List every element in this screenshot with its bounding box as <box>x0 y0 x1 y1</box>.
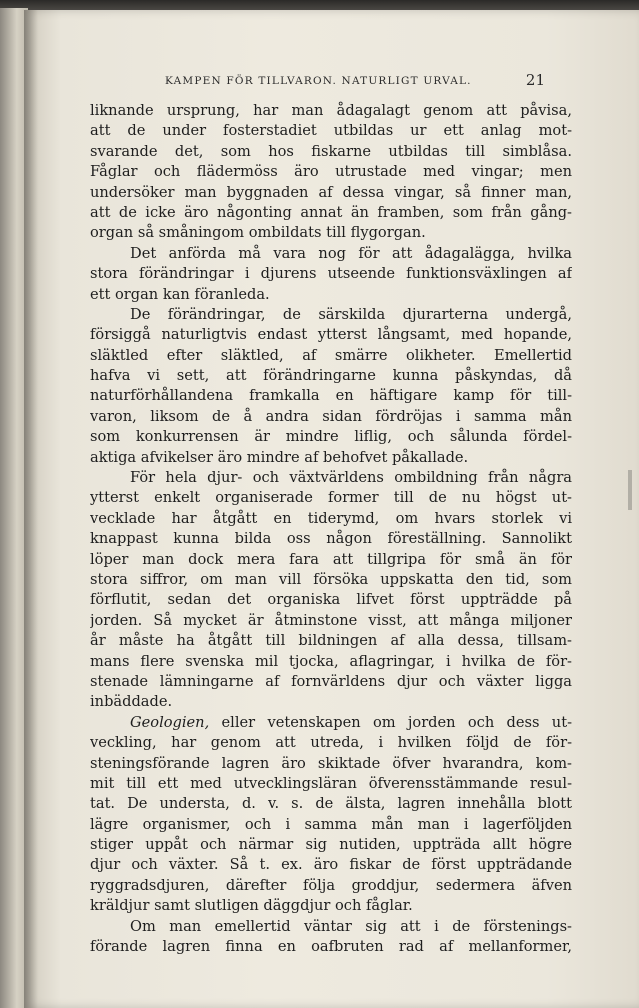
text-line: hafva vi sett, att förändringarne kunna påskyndas, då <box>90 367 572 385</box>
text-line: förflutit, sedan det organiska lifvet först uppträdde på <box>90 591 572 609</box>
text-line: naturförhållandena framkalla en häftigare kamp för till- <box>90 387 572 405</box>
text-line: ett organ kan föranleda. <box>90 285 270 303</box>
text-line: vecklade har åtgått en tiderymd, om hvars storlek vi <box>90 509 572 527</box>
body-text <box>90 101 572 957</box>
text-line: släktled efter släktled, af smärre olikheter. Emellertid <box>90 346 572 364</box>
text-line: försiggå naturligtvis endast ytterst långsamt, med hopande, <box>90 326 572 344</box>
text-line: undersöker man byggnaden af dessa vingar, så finner man, <box>90 183 572 201</box>
text-line-rest: eller vetenskapen om jorden och dess ut- <box>221 713 572 731</box>
emphasis-geologien: Geologien, <box>130 713 210 731</box>
text-line: knappast kunna bilda oss någon föreställning. Sannolikt <box>90 530 572 548</box>
text-line: att de icke äro någonting annat än framben, som från gång- <box>90 203 572 221</box>
text-line: att de under fosterstadiet utbildas ur ett anlag mot- <box>90 122 572 140</box>
text-line: mans flere svenska mil tjocka, aflagringar, i hvilka de för- <box>90 652 572 670</box>
text-line: lägre organismer, och i samma mån man i lagerföljden <box>90 815 572 833</box>
text-line: stora siffror, om man vill försöka uppskatta den tid, som <box>90 570 572 588</box>
text-line: svarande det, som hos fiskarne utbildas till simblåsa. <box>90 142 572 160</box>
text-line-geologien <box>90 713 572 733</box>
text-line: varon, liksom de å andra sidan fördröjas i samma mån <box>90 407 572 425</box>
text-line: tat. De understa, d. v. s. de älsta, lagren innehålla blott <box>90 795 572 813</box>
text-line: inbäddade. <box>90 693 173 711</box>
text-line: Fåglar och flädermöss äro utrustade med vingar; men <box>90 163 572 181</box>
text-line: veckling, har genom att utreda, i hvilken följd de för- <box>90 734 572 752</box>
text-line: steningsförande lagren äro skiktade öfver hvarandra, kom- <box>90 754 572 772</box>
text-line: förande lagren finna en oafbruten rad af mellanformer, <box>90 938 572 956</box>
text-line: som konkurrensen är mindre liflig, och sålunda fördel- <box>90 428 572 446</box>
text-line: organ så småningom ombildats till flygorgan. <box>90 224 426 242</box>
text-line: djur och växter. Så t. ex. äro fiskar de först uppträdande <box>90 856 572 874</box>
text-line: stenade lämningarne af fornvärldens djur och växter ligga <box>90 672 572 690</box>
text-line: stora förändringar i djurens utseende funktionsväxlingen af <box>90 265 572 283</box>
text-line: mit till ett med utvecklingsläran öfverensstämmande resul- <box>90 774 572 792</box>
text-line: De förändringar, de särskilda djurarterna undergå, <box>130 305 572 323</box>
text-line: Det anförda må vara nog för att ådagalägga, hvilka <box>130 244 572 262</box>
text-line: ytterst enkelt organiserade former till de nu högst ut- <box>90 489 572 507</box>
text-line: år måste ha åtgått till bildningen af alla dessa, tillsam- <box>90 632 572 650</box>
text-line: liknande ursprung, har man ådagalagt genom att påvisa, <box>90 102 572 119</box>
page-number: 21 <box>525 71 545 89</box>
page-header <box>165 73 545 91</box>
page-mark <box>628 470 632 510</box>
text-line: jorden. Så mycket är åtminstone visst, att många miljoner <box>90 611 572 629</box>
text-line: ryggradsdjuren, därefter följa groddjur, sedermera äfven <box>90 876 572 894</box>
book-top-edge <box>0 0 639 10</box>
text-line: stiger uppåt och närmar sig nutiden, uppträda allt högre <box>90 836 572 854</box>
text-line: löper man dock mera fara att tillgripa för små än för <box>90 550 572 568</box>
gutter-shadow <box>24 10 38 1008</box>
running-title: KAMPEN FÖR TILLVARON. NATURLIGT URVAL. <box>165 75 472 87</box>
text-line: aktiga afvikelser äro mindre af behofvet påkallade. <box>90 448 469 466</box>
text-line: För hela djur- och växtvärldens ombildning från några <box>130 469 572 487</box>
text-line: kräldjur samt slutligen däggdjur och fåglar. <box>90 897 413 915</box>
text-line: Om man emellertid väntar sig att i de förstenings- <box>130 917 572 935</box>
